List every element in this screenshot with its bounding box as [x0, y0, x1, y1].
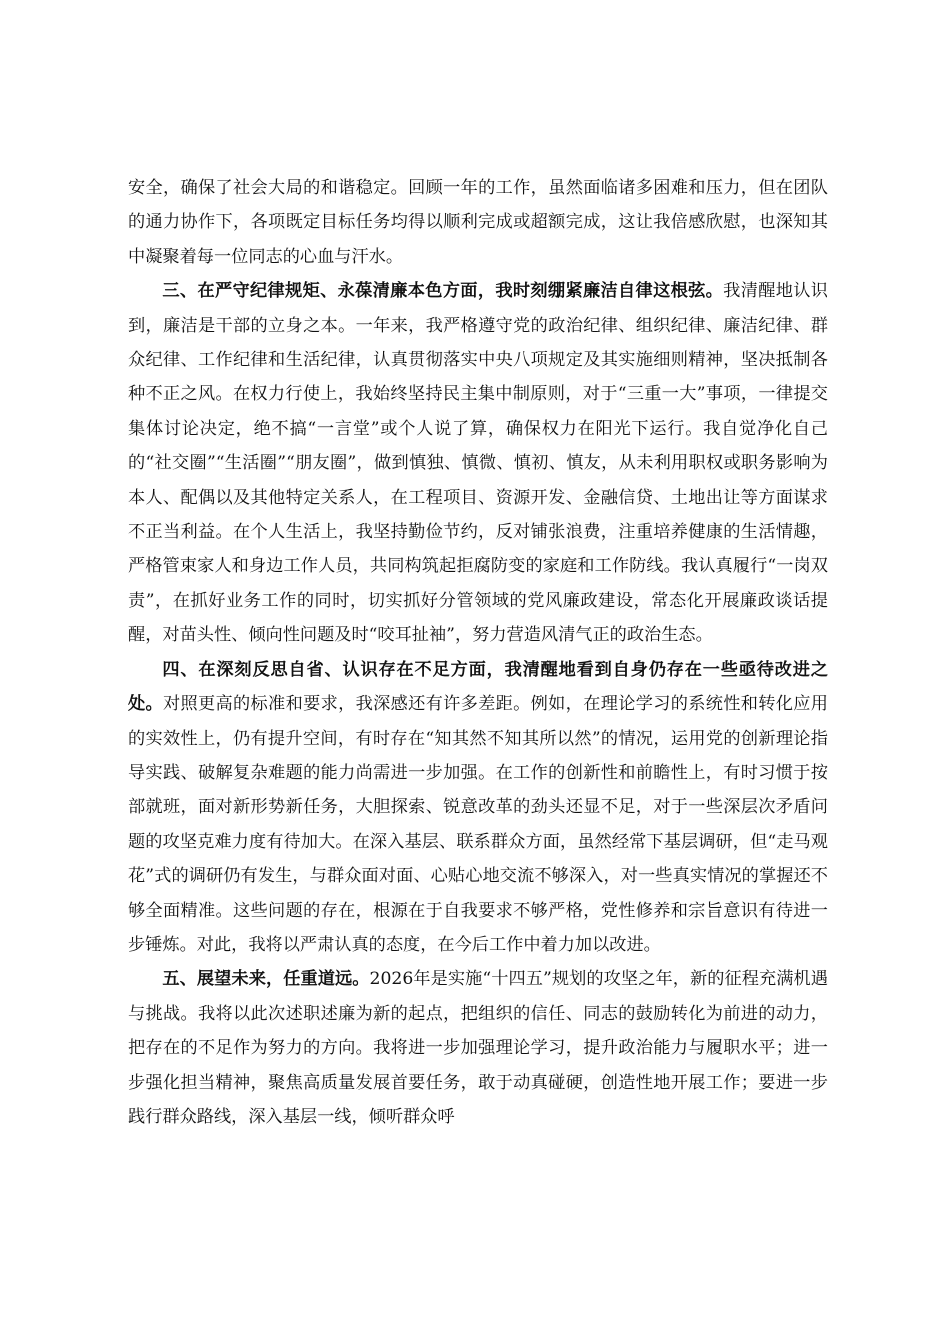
paragraph-text: 我清醒地认识到，廉洁是干部的立身之本。一年来，我严格遵守党的政治纪律、组织纪律、廉洁纪律、群众纪律、工作纪律和生活纪律，认真贯彻落实中央八项规定及其实施细则精神，坚决抵制各种不正之风。在权力行使上，我始终坚持民主集中制原则，对于“三重一大”事项，一律提交集体讨论决定，绝不搞“一言堂”或个人说了算，确保权力在阳光下运行。我自觉净化自己的“社交圈”“生活圈”“朋友圈”，做到慎独、慎微、慎初、慎友，从未利用职权或职务影响为本人、配偶以及其他特定关系人，在工程项目、资源开发、金融信贷、土地出让等方面谋求不正当利益。在个人生活上，我坚持勤俭节约，反对铺张浪费，注重培养健康的生活情趣，严格管束家人和身边工作人员，共同构筑起拒腐防变的家庭和工作防线。我认真履行“一岗双责”，在抓好业务工作的同时，切实抓好分管领域的党风廉政建设，常态化开展廉政谈话提醒，对苗头性、倾向性问题及时“咬耳扯袖”，努力营造风清气正的政治生态。 [128, 281, 828, 646]
paragraph-text: 安全，确保了社会大局的和谐稳定。回顾一年的工作，虽然面临诸多困难和压力，但在团队的通力协作下，各项既定目标任务均得以顺利完成或超额完成，这让我倍感欣慰，也深知其中凝聚着每一位同志的心血与汗水。 [128, 178, 828, 267]
document-body [128, 171, 828, 1134]
paragraph-continuation [128, 171, 828, 274]
paragraph-text: 2026年是实施“十四五”规划的攻坚之年，新的征程充满机遇与挑战。我将以此次述职述廉为新的起点，把组织的信任、同志的鼓励转化为前进的动力，把存在的不足作为努力的方向。我将进一步加强理论学习，提升政治能力与履职水平；进一步强化担当精神，聚焦高质量发展首要任务，敢于动真碰硬，创造性地开展工作；要进一步践行群众路线，深入基层一线，倾听群众呼 [128, 969, 828, 1127]
section-heading-3: 三、在严守纪律规矩、永葆清廉本色方面，我时刻绷紧廉洁自律这根弦。 [162, 281, 724, 302]
paragraph-text: 对照更高的标准和要求，我深感还有许多差距。例如，在理论学习的系统性和转化应用的实效性上，仍有提升空间，有时存在“知其然不知其所以然”的情况，运用党的创新理论指导实践、破解复杂难题的能力尚需进一步加强。在工作的创新性和前瞻性上，有时习惯于按部就班，面对新形势新任务，大胆探索、锐意改革的劲头还显不足，对于一些深层次矛盾问题的攻坚克难力度有待加大。在深入基层、联系群众方面，虽然经常下基层调研，但“走马观花”式的调研仍有发生，与群众面对面、心贴心地交流不够深入，对一些真实情况的掌握还不够全面精准。这些问题的存在，根源在于自我要求不够严格，党性修养和宗旨意识有待进一步锤炼。对此，我将以严肃认真的态度，在今后工作中着力加以改进。 [128, 694, 828, 955]
section-heading-4: 四、在深刻反思自省、认识存在不足方面，我清醒地看到自身仍存在一些亟待改进之处。 [128, 659, 828, 715]
section-heading-5: 五、展望未来，任重道远。 [162, 969, 370, 990]
paragraph-section-3 [128, 274, 828, 652]
paragraph-section-4 [128, 653, 828, 963]
paragraph-section-5 [128, 962, 828, 1134]
